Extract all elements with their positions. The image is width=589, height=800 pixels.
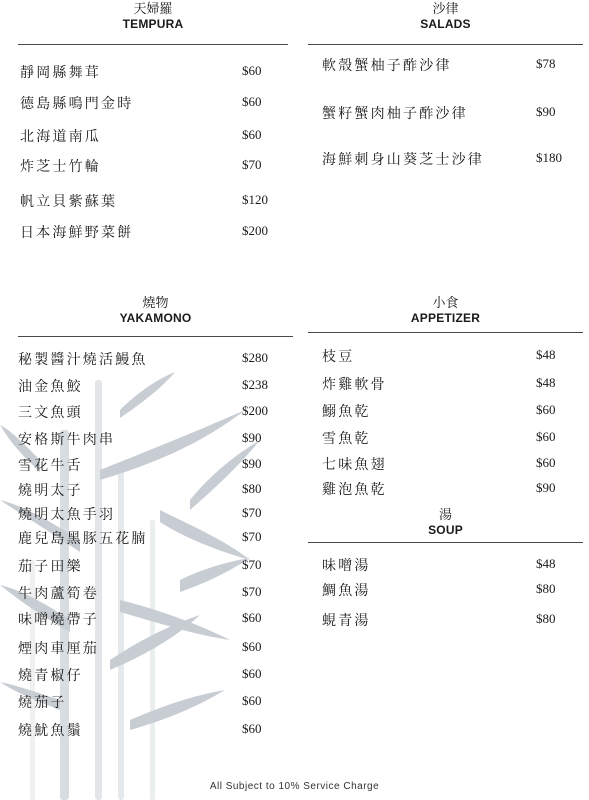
- item-price: $80: [536, 581, 556, 596]
- item-name: 七味魚翅: [322, 457, 387, 473]
- item-name: 油金魚鮫: [18, 379, 83, 395]
- item-name: 茄子田樂: [18, 559, 83, 575]
- appetizer-title-en: APPETIZER: [410, 311, 481, 325]
- item-name: 燒青椒仔: [18, 668, 83, 684]
- item-price: $60: [242, 63, 262, 78]
- item-price: $200: [242, 403, 268, 418]
- item-price: $60: [242, 127, 262, 142]
- appetizer-title-zh: 小食: [432, 296, 459, 311]
- tempura-divider: [18, 44, 288, 45]
- item-price: $180: [536, 150, 562, 165]
- item-name: 炸芝士竹輪: [20, 159, 101, 175]
- soup-header: [308, 508, 583, 537]
- item-name: 牛肉蘆筍卷: [18, 586, 99, 602]
- item-price: $70: [242, 505, 262, 520]
- item-price: $70: [242, 157, 262, 172]
- item-price: $70: [242, 529, 262, 544]
- tempura-header: [18, 2, 288, 31]
- item-name: 帆立貝紫蘇葉: [20, 194, 118, 210]
- item-price: $90: [536, 480, 556, 495]
- service-charge-note: All Subject to 10% Service Charge: [209, 781, 380, 792]
- item-price: $60: [242, 693, 262, 708]
- item-name: 三文魚頭: [18, 405, 83, 421]
- salads-title-en: SALADS: [420, 17, 471, 31]
- item-price: $70: [242, 584, 262, 599]
- salads-title-zh: 沙律: [432, 2, 459, 17]
- item-name: 秘製醬汁燒活鰻魚: [18, 352, 148, 368]
- item-name: 炸雞軟骨: [322, 377, 387, 393]
- item-name: 雞泡魚乾: [322, 482, 387, 498]
- item-name: 雪花牛舌: [18, 458, 83, 474]
- tempura-title-zh: 天婦羅: [133, 2, 173, 17]
- item-name: 雪魚乾: [322, 431, 371, 447]
- tempura-title-en: TEMPURA: [122, 17, 184, 31]
- salads-header: [308, 2, 583, 31]
- item-price: $60: [242, 94, 262, 109]
- item-price: $60: [536, 402, 556, 417]
- item-price: $280: [242, 350, 268, 365]
- item-price: $78: [536, 56, 556, 71]
- item-price: $238: [242, 377, 268, 392]
- item-name: 日本海鮮野菜餅: [20, 225, 134, 241]
- item-name: 燒茄子: [18, 695, 67, 711]
- yakamono-title-en: YAKAMONO: [119, 311, 192, 325]
- appetizer-divider: [308, 332, 583, 333]
- appetizer-header: [308, 296, 583, 325]
- item-name: 枝豆: [322, 349, 355, 365]
- item-price: $70: [242, 557, 262, 572]
- item-price: $60: [242, 666, 262, 681]
- item-name: 德島縣鳴門金時: [20, 96, 134, 112]
- item-name: 燒明太魚手羽: [18, 507, 116, 523]
- item-name: 蜆青湯: [322, 613, 371, 629]
- soup-title-zh: 湯: [438, 508, 452, 523]
- item-name: 鹿兒島黑豚五花腩: [18, 531, 148, 547]
- item-price: $200: [242, 223, 268, 238]
- item-price: $60: [242, 721, 262, 736]
- item-price: $60: [536, 429, 556, 444]
- item-price: $60: [536, 455, 556, 470]
- item-price: $90: [242, 456, 262, 471]
- item-price: $80: [536, 611, 556, 626]
- yakamono-header: [18, 296, 293, 325]
- item-price: $48: [536, 375, 556, 390]
- item-name: 煙肉車厘茄: [18, 641, 99, 657]
- yakamono-divider: [18, 336, 293, 337]
- item-price: $60: [242, 639, 262, 654]
- item-price: $48: [536, 347, 556, 362]
- item-name: 鯛魚湯: [322, 583, 371, 599]
- salads-divider: [308, 44, 583, 45]
- item-price: $90: [242, 430, 262, 445]
- item-price: $90: [536, 104, 556, 119]
- item-name: 鰯魚乾: [322, 404, 371, 420]
- item-name: 味噌湯: [322, 558, 371, 574]
- item-name: 軟殼蟹柚子酢沙律: [322, 58, 452, 74]
- item-name: 安格斯牛肉串: [18, 432, 116, 448]
- item-name: 燒明太子: [18, 483, 83, 499]
- item-name: 靜岡縣舞茸: [20, 65, 101, 81]
- soup-title-en: SOUP: [428, 523, 463, 537]
- yakamono-title-zh: 燒物: [142, 296, 169, 311]
- item-price: $80: [242, 481, 262, 496]
- item-price: $60: [242, 610, 262, 625]
- item-name: 味噌燒帶子: [18, 612, 99, 628]
- item-price: $48: [536, 556, 556, 571]
- item-name: 燒魷魚鬚: [18, 723, 83, 739]
- item-price: $120: [242, 192, 268, 207]
- item-name: 蟹籽蟹肉柚子酢沙律: [322, 106, 468, 122]
- soup-divider: [308, 542, 583, 543]
- item-name: 北海道南瓜: [20, 129, 101, 145]
- item-name: 海鮮刺身山葵芝士沙律: [322, 152, 484, 168]
